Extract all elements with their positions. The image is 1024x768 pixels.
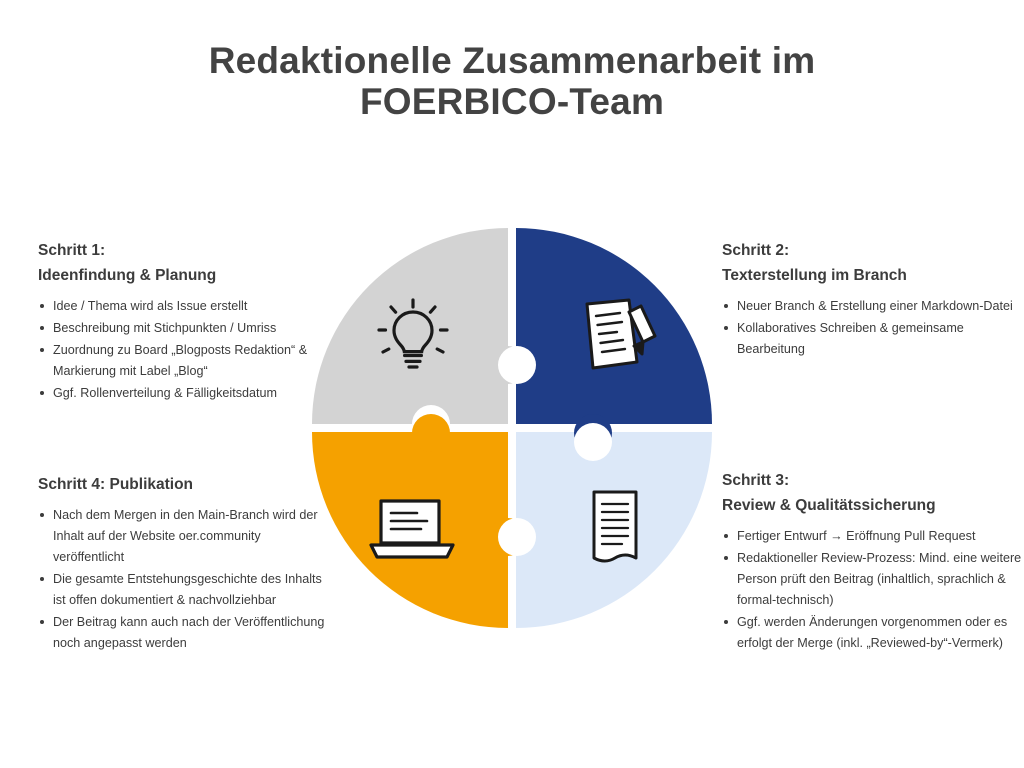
list-item: Redaktioneller Review-Prozess: Mind. eine weitere Person prüft den Beitrag (inhaltlich, sprachlich & formal-technisch) [722,548,1022,611]
puzzle-hole-lightblue-left [498,518,536,556]
step-2-title-line-1: Schritt 2: [722,242,790,259]
step-3-title-line-2: Review & Qualitätssicherung [722,497,936,515]
step-4-title [38,472,328,497]
step-3-title-line-1: Schritt 3: [722,472,790,489]
step-4-list [38,505,328,654]
list-item: Neuer Branch & Erstellung einer Markdown-Datei [722,296,1022,317]
step-1-title-line-2: Ideenfindung & Planung [38,267,217,285]
step-3-title [722,468,1022,518]
step-3-list [722,526,1022,654]
step-1-title [38,238,323,288]
puzzle-hole-blue [498,346,536,384]
list-item: Ggf. werden Änderungen vorgenommen oder es erfolgt der Merge (inkl. „Reviewed-by“-Vermerk) [722,612,1022,654]
step-1-title-line-1: Schritt 1: [38,242,106,259]
list-item: Kollaboratives Schreiben & gemeinsame Bearbeitung [722,318,1022,360]
list-item: Beschreibung mit Stichpunkten / Umriss [38,318,323,339]
step-4-block [38,472,328,655]
page-title-line-2: FOERBICO-Team [359,81,665,123]
step-2-block [722,238,1022,361]
list-item: Die gesamte Entstehungsgeschichte des Inhalts ist offen dokumentiert & nachvollziehbar [38,569,328,611]
page-title-line-1: Redaktionelle Zusammenarbeit im [208,40,816,81]
puzzle-knob-orange-up [412,414,450,452]
step-1-block [38,238,323,405]
list-item: Nach dem Mergen in den Main-Branch wird der Inhalt auf der Website oer.community veröffentlicht [38,505,328,568]
list-item: Ggf. Rollenverteilung & Fälligkeitsdatum [38,383,323,404]
step-2-title-line-2: Texterstellung im Branch [722,267,907,285]
list-item: Fertiger Entwurf → Eröffnung Pull Request [722,526,1022,547]
puzzle-hole-lightblue-top [574,423,612,461]
page-title [0,40,1024,123]
step-2-list [722,296,1022,360]
lightbulb-icon [358,286,468,386]
puzzle-diagram [312,228,712,628]
list-item: Der Beitrag kann auch nach der Veröffentlichung noch angepasst werden [38,612,328,654]
step-4-title-line-1: Schritt 4: Publikation [38,476,194,493]
step-3-block [722,468,1022,655]
list-item: Idee / Thema wird als Issue erstellt [38,296,323,317]
step-2-title [722,238,1022,288]
document-checklist-icon [560,478,670,578]
step-1-list [38,296,323,404]
laptop-icon [358,478,468,578]
notepad-pencil-icon [560,286,670,386]
list-item: Zuordnung zu Board „Blogposts Redaktion“ & Markierung mit Label „Blog“ [38,340,323,382]
